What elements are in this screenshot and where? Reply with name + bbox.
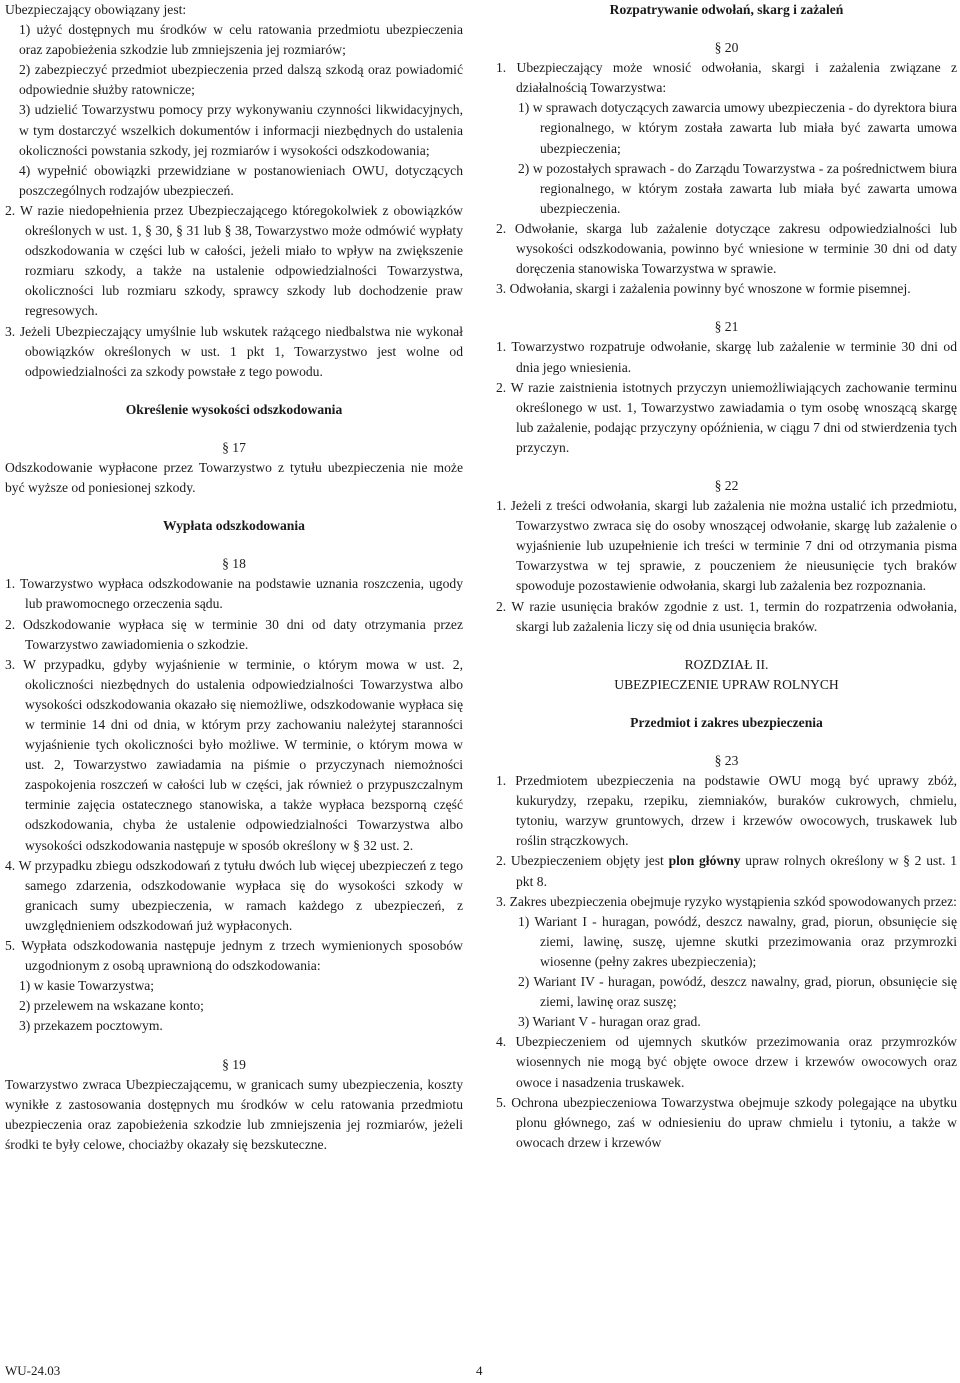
paragraph-text: Odszkodowanie wypłacone przez Towarzystwo z tytułu ubezpieczenia nie może być wyższe od poniesionej szkody. — [5, 459, 463, 496]
paragraph-23-items — [496, 892, 957, 1153]
list-item: 1. Towarzystwo rozpatruje odwołanie, skargę lub zażalenie w terminie 30 dni od dnia jego wniesienia. — [496, 339, 957, 375]
list-item: 3) udzielić Towarzystwu pomocy przy wykonywaniu czynności likwidacyjnych, w tym dostarczyć wszelkich dokumentów i informacji niezbędnych do ustalenia okoliczności powstania szkody, jej rozmiarów i wysokości odszkodowania; — [19, 102, 463, 158]
list-item: 1) Wariant I - huragan, powódź, deszcz nawalny, grad, piorun, obsunięcie się ziemi, lawinę, suszę, ujemne skutki przezimowania oraz przymrozki wiosenne (pełny zakres ubezpieczenia); — [518, 913, 957, 969]
list-item: 3) Wariant V - huragan oraz grad. — [518, 1014, 701, 1030]
paragraph-number: § 20 — [714, 40, 739, 56]
document-code: WU-24.03 — [5, 1363, 61, 1378]
section-heading: Rozpatrywanie odwołań, skarg i zażaleń — [609, 2, 844, 17]
list-item-text: 2. Ubezpieczeniem objęty jest — [496, 853, 669, 869]
paragraph-21-items — [496, 337, 957, 458]
list-item: 5. Wypłata odszkodowania następuje jednym z trzech wymienionych sposobów uzgodnionym z osobą uprawnioną do odszkodowania: — [5, 938, 463, 974]
list-item: 1. Towarzystwo wypłaca odszkodowanie na podstawie uznania roszczenia, ugody lub prawomocnego orzeczenia sądu. — [5, 576, 463, 612]
list-item: 2) Wariant IV - huragan, powódź, deszcz nawalny, grad, piorun, obsunięcie się ziemi, lawinę oraz suszę; — [518, 974, 957, 1010]
right-column — [496, 0, 957, 1153]
list-item: 3. Jeżeli Ubezpieczający umyślnie lub wskutek rażącego niedbalstwa nie wykonał obowiązków określonych w ust. 1 pkt 1, Towarzystwo jest wolne od odpowiedzialności za szkody powstałe z tego powodu. — [5, 323, 463, 379]
paragraph-22-items — [496, 496, 957, 637]
list-item: 2) zabezpieczyć przedmiot ubezpieczenia przed dalszą szkodą oraz powiadomić odpowiednie służby ratownicze; — [19, 62, 463, 98]
list-item — [496, 851, 957, 891]
paragraph-number: § 19 — [222, 1056, 246, 1072]
list-item: 1. Przedmiotem ubezpieczenia na podstawie OWU mogą być uprawy zbóż, kukurydzy, rzepaku, rzepiku, ziemniaków, buraków cukrowych, chmielu, tytoniu, warzyw gruntowych, drzew i krzewów owocowych, truskawek lub roślin strączkowych. — [496, 773, 957, 849]
list-item: 3) przekazem pocztowym. — [19, 1018, 163, 1034]
left-column — [5, 0, 463, 1155]
paragraph-number: § 21 — [714, 319, 739, 335]
list-item: 1) w sprawach dotyczących zawarcia umowy ubezpieczenia - do dyrektora biura regionalnego, w którym została zawarta lub miała być zawarta umowa ubezpieczenia; — [518, 100, 957, 156]
list-item: 3. Odwołania, skargi i zażalenia powinny być wnoszone w formie pisemnej. — [496, 281, 911, 297]
list-item: 1) użyć dostępnych mu środków w celu ratowania przedmiotu ubezpieczenia oraz zapobieżenia szkodzie lub zmniejszenia jej rozmiarów; — [19, 22, 463, 58]
list-item: 2. W razie zaistnienia istotnych przyczyn uniemożliwiających zachowanie terminu określonego w ust. 1, Towarzystwo zawiadamia o tym osobę wnoszącą skargę lub zażalenie, podając przyczyny opóźnienia, w ciągu 7 dni od stwierdzenia tych przyczyn. — [496, 379, 957, 455]
list-item: 4) wypełnić obowiązki przewidziane w postanowieniach OWU, dotyczących poszczególnych rodzajów ubezpieczeń. — [19, 162, 463, 198]
left-intro — [5, 0, 463, 382]
section-heading: Określenie wysokości odszkodowania — [125, 401, 343, 417]
paragraph-20-items — [496, 58, 957, 299]
section-heading: Wypłata odszkodowania — [163, 518, 305, 534]
list-item: 4. Ubezpieczeniem od ujemnych skutków przezimowania oraz przymrozków wiosennych nie mogą być objęte owoce drzew i krzewów owocowych oraz owoce i nasadzenia truskawek. — [496, 1034, 957, 1090]
paragraph-text: Towarzystwo zwraca Ubezpieczającemu, w granicach sumy ubezpieczenia, koszty wynikłe z zastosowania dostępnych mu środków w celu ratowania przedmiotu ubezpieczenia oraz zapobieżenia szkodzie lub zmniejszenia jej rozmiarów, jeżeli środki te były celowe, chociażby okazały się bezskuteczne. — [5, 1076, 463, 1152]
list-item: 2. W razie niedopełnienia przez Ubezpieczającego któregokolwiek z obowiązków określonych w ust. 1, § 30, § 31 lub § 38, Towarzystwo może odmówić wypłaty odszkodowania w części lub w całości, jeżeli miało to wpływ na zwiększenie rozmiaru szkody, a także na ustalenie odpowiedzialności Towarzystwa, okoliczności lub rozmiaru szkody, sprawcy szkody lub dochodzenie praw regresowych. — [5, 202, 463, 319]
list-item: 2) przelewem na wskazane konto; — [19, 998, 204, 1014]
emphasis-text: plon główny — [668, 853, 741, 869]
list-item: Ubezpieczający obowiązany jest: — [5, 2, 187, 17]
list-item: 1. Jeżeli z treści odwołania, skargi lub zażalenia nie można ustalić ich przedmiotu, Towarzystwo zwraca się do osoby wnoszącej odwołanie, skargę lub zażalenie o wyjaśnienie lub uzupełnienie ich treści w terminie 7 dni od otrzymania pisma Towarzystwa w tej sprawie, z pouczeniem że nieusunięcie tych braków spowoduje pozostawienie odwołania, skargi lub zażalenia bez rozpoznania. — [496, 498, 957, 594]
paragraph-number: § 17 — [222, 439, 246, 455]
paragraph-number: § 22 — [714, 477, 739, 493]
list-item: 3. Zakres ubezpieczenia obejmuje ryzyko wystąpienia szkód spowodowanych przez: — [496, 893, 957, 909]
list-item: 3. W przypadku, gdyby wyjaśnienie w terminie, o którym mowa w ust. 2, okoliczności niezbędnych do ustalenia odpowiedzialności Towarzystwa albo wysokości odszkodowania okazało się niemożliwe, odszkodowanie wypłaca się w terminie 14 dni od dnia, w którym przy zachowaniu należytej staranności wyjaśnienie tych okoliczności było możliwe. W terminie, o którym mowa w ust. 2, Towarzystwo zawiadamia na piśmie o przyczynach niemożności zaspokojenia roszczeń w całości lub w części, jak również o przypuszczalnym terminie zajęcia ostatecznego stanowiska, a także wypłaca bezsporną część odszkodowania, chyba że ustalenie odpowiedzialności Towarzystwa albo wysokości odszkodowania następuje w sposób określony w § 32 ust. 2. — [5, 656, 463, 853]
paragraph-18-items — [5, 574, 463, 1036]
list-item-text: upraw rolnych określony w § 2 ust. 1 pkt 8. — [516, 853, 958, 889]
list-item: 5. Ochrona ubezpieczeniowa Towarzystwa obejmuje szkody polegające na ubytku plonu głównego, zaś w odniesieniu do upraw chmielu i tytoniu, a także w owocach drzew i krzewów — [496, 1094, 957, 1150]
list-item: 1) w kasie Towarzystwa; — [19, 978, 155, 994]
paragraph-number: § 23 — [714, 753, 739, 768]
chapter-number: ROZDZIAŁ II. — [684, 656, 769, 672]
section-heading: Przedmiot i zakres ubezpieczenia — [630, 714, 823, 730]
list-item: 2. W razie usunięcia braków zgodnie z ust. 1, termin do rozpatrzenia odwołania, skargi lub zażalenia liczy się od dnia usunięcia braków. — [496, 598, 957, 634]
page-number: 4 — [476, 1363, 483, 1378]
list-item: 2. Odszkodowanie wypłaca się w terminie 30 dni od daty otrzymania przez Towarzystwo zawiadomienia o szkodzie. — [5, 616, 463, 652]
list-item: 2. Odwołanie, skarga lub zażalenie dotyczące zakresu odpowiedzialności lub wysokości odszkodowania, powinno być wniesione w terminie 30 dni od daty doręczenia stanowiska Towarzystwa w sprawie. — [496, 220, 957, 277]
chapter-title: UBEZPIECZENIE UPRAW ROLNYCH — [614, 676, 839, 692]
list-item: 1. Ubezpieczający może wnosić odwołania, skargi i zażalenia związane z działalnością Towarzystwa: — [496, 60, 957, 96]
list-item: 2) w pozostałych sprawach - do Zarządu Towarzystwa - za pośrednictwem biura regionalnego, w którym została zawarta lub miała być zawarta umowa ubezpieczenia. — [518, 160, 957, 216]
list-item: 4. W przypadku zbiegu odszkodowań z tytułu dwóch lub więcej ubezpieczeń z tego samego zdarzenia, odszkodowanie wypłaca się do wysokości szkody w granicach sumy ubezpieczenia, w ramach każdego z ubezpieczeń, z uwzględnieniem odszkodowań już wypłaconych. — [5, 857, 463, 933]
paragraph-number: § 18 — [222, 556, 246, 572]
